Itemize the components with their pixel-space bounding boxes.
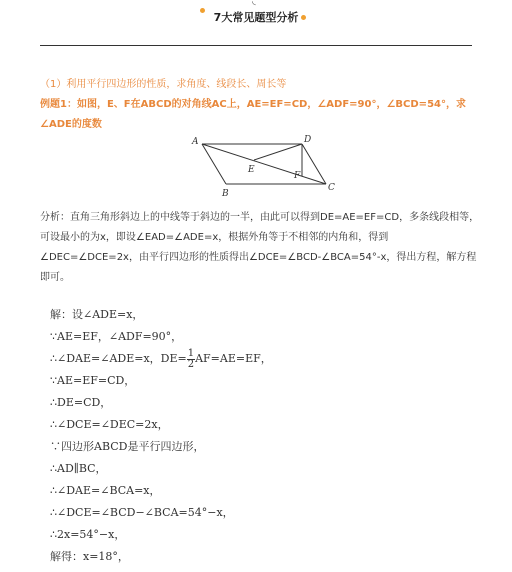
- diagonal-ac: [202, 144, 326, 184]
- solution-block: [50, 304, 480, 568]
- fraction-numerator: 1: [187, 347, 195, 359]
- solution-line: 解：设∠ADE=x，: [50, 308, 144, 321]
- label-b: B: [222, 189, 229, 199]
- decorative-dot-right: [301, 15, 306, 20]
- solution-line: ∴2x=54°−x，: [50, 528, 126, 541]
- solution-line-tail: AF=AE=EF，: [195, 352, 272, 365]
- analysis-paragraph: 分析：直角三角形斜边上的中线等于斜边的一半，由此可以得到DE=AE=EF=CD，多条线段相等，可设最小的为x，即设∠EAD=∠ADE=x，根据外角等于不相邻的内角和，得到∠DEC=∠DCE=2x，由平行四边形的性质得出∠DCE=∠BCD-∠BCA=54°-x，得出方程，解方程即可。: [40, 212, 480, 283]
- fraction: [187, 349, 195, 370]
- solution-line: ∴AD∥BC，: [50, 462, 107, 475]
- section-title: （1）利用平行四边形的性质，求角度、线段长、周长等: [40, 79, 287, 90]
- header-divider: [40, 45, 472, 46]
- solution-line: ∵AE=EF=CD，: [50, 374, 136, 387]
- page-title: 7大常见题型分析: [213, 11, 299, 24]
- solution-line: 解得：x=18°，: [50, 550, 129, 563]
- solution-line: ∴∠DAE=∠BCA=x，: [50, 484, 161, 497]
- article-header: [0, 0, 512, 40]
- decorative-hook-icon: ◟: [252, 0, 256, 7]
- solution-line: ∴∠DCE=∠DEC=2x，: [50, 418, 169, 431]
- label-f: F: [294, 171, 301, 181]
- label-e: E: [248, 165, 255, 175]
- solution-line-head: ∴∠DAE=∠ADE=x，DE=: [50, 352, 187, 365]
- solution-line: ∵四边形ABCD是平行四边形，: [50, 440, 205, 453]
- edge-dc: [302, 144, 326, 184]
- label-d: D: [304, 135, 312, 145]
- edge-ab: [202, 144, 226, 184]
- solution-line: ∵AE=EF，∠ADF=90°，: [50, 330, 183, 343]
- label-a: A: [192, 137, 199, 147]
- solution-line-with-fraction: [50, 348, 480, 370]
- label-c: C: [328, 183, 335, 193]
- example-problem: 例题1：如图，E、F在ABCD的对角线AC上，AE=EF=CD，∠ADF=90°，∠BCD=54°，求∠ADE的度数: [40, 99, 466, 130]
- parallelogram-figure: [190, 132, 340, 200]
- solution-line: ∴∠DCE=∠BCD−∠BCA=54°−x，: [50, 506, 234, 519]
- solution-line: ∴DE=CD，: [50, 396, 112, 409]
- segment-de: [254, 144, 302, 160]
- fraction-denominator: 2: [187, 358, 195, 370]
